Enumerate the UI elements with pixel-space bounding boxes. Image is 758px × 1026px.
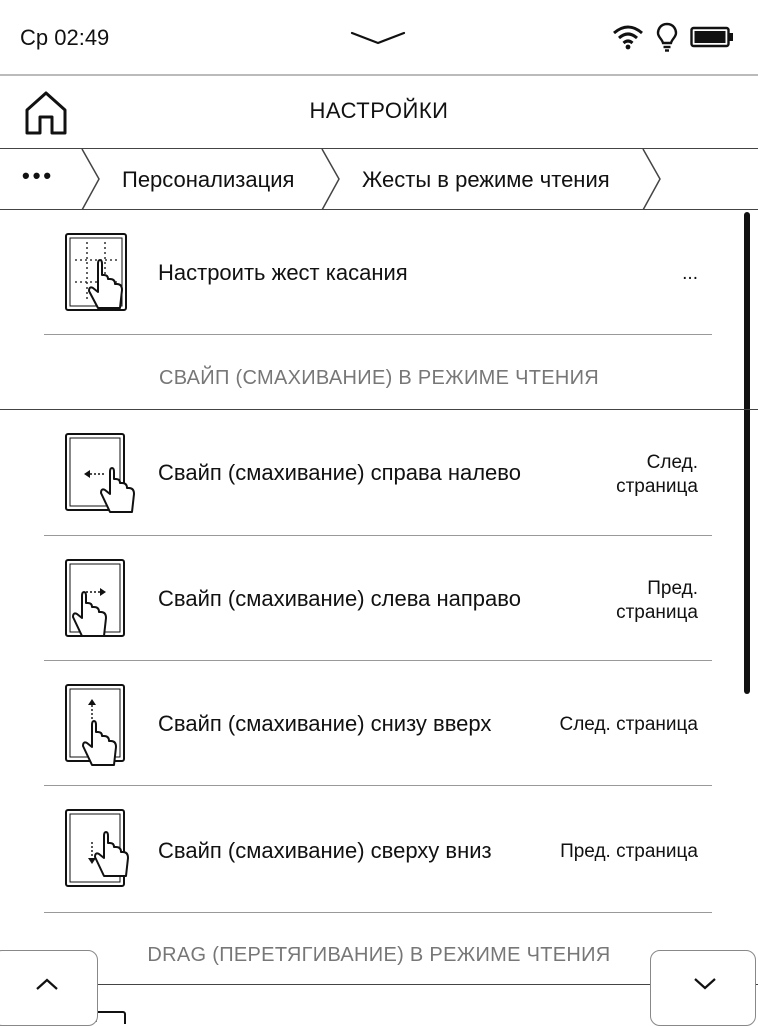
breadcrumb-more-button[interactable]: ••• bbox=[22, 163, 55, 188]
swipe-up-icon bbox=[60, 681, 132, 771]
wifi-icon[interactable] bbox=[612, 24, 644, 50]
chevron-down-icon bbox=[693, 977, 717, 991]
swipe-bottom-up-value: След. страница bbox=[559, 714, 698, 735]
swipe-top-down-value: Пред. страница bbox=[560, 841, 698, 862]
value-line: Пред. bbox=[647, 578, 698, 599]
swipe-down-icon bbox=[60, 806, 142, 894]
swipe-left-icon bbox=[60, 430, 142, 518]
value-line: След. bbox=[646, 452, 698, 473]
swipe-bottom-up-label: Свайп (смахивание) снизу вверх bbox=[158, 711, 492, 736]
tap-gesture-label: Настроить жест касания bbox=[158, 260, 408, 285]
swipe-right-left-value bbox=[528, 451, 698, 499]
breadcrumb-item-personalization[interactable]: Персонализация bbox=[122, 167, 295, 192]
swipe-right-left-label: Свайп (смахивание) справа налево bbox=[158, 460, 521, 485]
list-item-swipe-left-right[interactable] bbox=[0, 536, 742, 660]
battery-icon[interactable] bbox=[690, 26, 734, 48]
swipe-right-icon bbox=[60, 556, 132, 644]
swipe-left-right-label: Свайп (смахивание) слева направо bbox=[158, 586, 521, 611]
divider bbox=[44, 912, 712, 913]
value-line: страница bbox=[616, 476, 698, 497]
swipe-left-right-value bbox=[528, 577, 698, 625]
scrollbar[interactable] bbox=[744, 212, 750, 694]
chevron-up-icon bbox=[35, 977, 59, 991]
section-header-swipe: СВАЙП (СМАХИВАНИЕ) В РЕЖИМЕ ЧТЕНИЯ bbox=[158, 367, 600, 389]
section-header-drag: DRAG (ПЕРЕТЯГИВАНИЕ) В РЕЖИМЕ ЧТЕНИЯ bbox=[147, 944, 611, 966]
header bbox=[0, 76, 758, 149]
tap-gesture-value: ... bbox=[682, 263, 698, 284]
status-icons bbox=[612, 22, 734, 52]
page-title: НАСТРОЙКИ bbox=[309, 98, 449, 123]
frontlight-icon[interactable] bbox=[656, 22, 678, 52]
section-divider bbox=[0, 984, 758, 985]
list-item-swipe-bottom-up[interactable] bbox=[0, 661, 742, 785]
swipe-top-down-label: Свайп (смахивание) сверху вниз bbox=[158, 838, 492, 863]
breadcrumb bbox=[0, 149, 758, 210]
value-line: страница bbox=[616, 602, 698, 623]
status-bar bbox=[0, 0, 758, 76]
breadcrumb-item-gestures[interactable]: Жесты в режиме чтения bbox=[362, 167, 610, 192]
list-item-tap-gesture[interactable] bbox=[0, 212, 742, 334]
clock: Ср 02:49 bbox=[20, 25, 110, 50]
tap-gesture-icon bbox=[60, 230, 132, 318]
page-down-button[interactable] bbox=[650, 950, 756, 1026]
chevron-down-icon[interactable] bbox=[350, 30, 406, 46]
list-item-swipe-right-left[interactable] bbox=[0, 410, 742, 535]
page-up-button[interactable] bbox=[0, 950, 98, 1026]
list-item-swipe-top-down[interactable] bbox=[0, 786, 742, 912]
divider bbox=[44, 334, 712, 335]
